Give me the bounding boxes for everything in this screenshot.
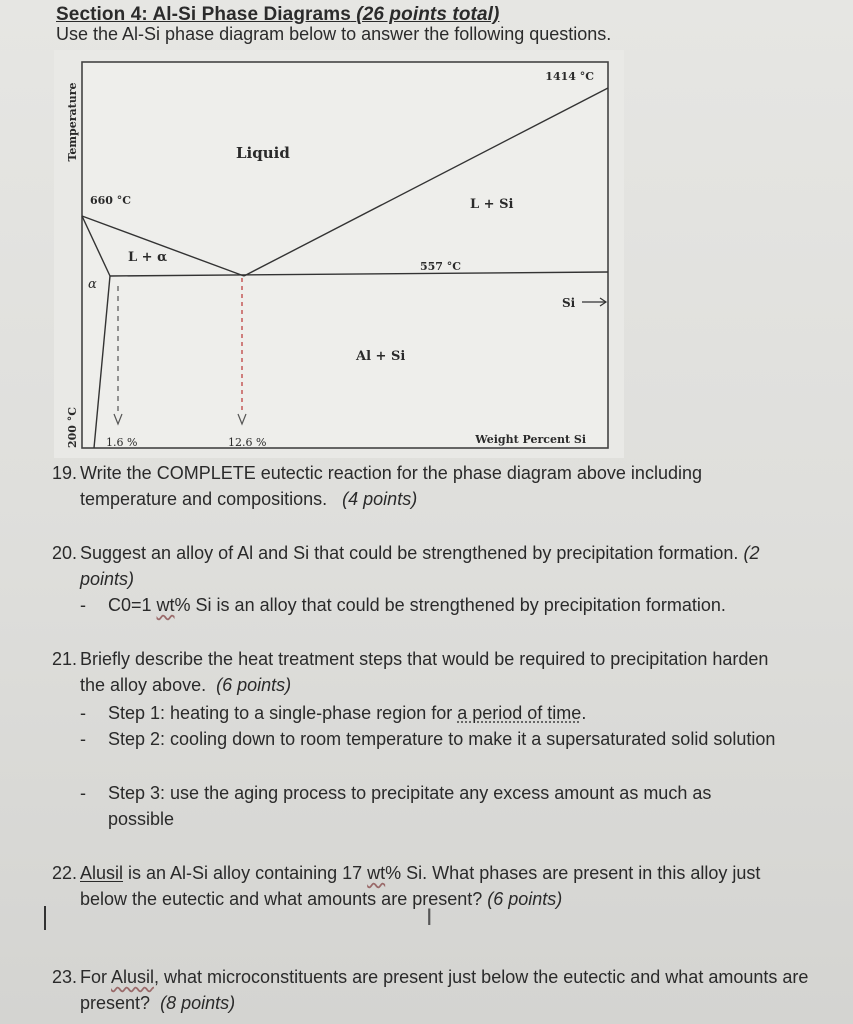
spellcheck-word: wt xyxy=(156,595,175,615)
section-intro: Use the Al-Si phase diagram below to answer the following questions. xyxy=(56,24,612,44)
answer-text: Step 1: heating to a single-phase region for xyxy=(108,703,458,723)
ibeam-cursor-icon: I xyxy=(426,906,433,931)
eutectic-temp-label: 557 °C xyxy=(420,260,462,273)
section-title: Section 4: Al-Si Phase Diagrams (26 points total) xyxy=(56,4,500,25)
question-points: (6 points) xyxy=(216,675,292,695)
question-21 xyxy=(52,646,792,698)
y-axis-label: Temperature xyxy=(66,82,79,162)
answer-text: % Si is an alloy that could be strengthened by precipitation formation. xyxy=(174,595,726,615)
question-text: Briefly describe the heat treatment steps that would be required to precipitation harden the alloy above. xyxy=(80,649,769,695)
answer-text: Step 3: use the aging process to precipitate any excess amount as much as possible xyxy=(108,783,712,829)
question-points: (8 points) xyxy=(160,993,236,1013)
top-temp-label: 1414 °C xyxy=(545,70,594,83)
question-points: (4 points) xyxy=(342,489,418,509)
bullet-dash: - xyxy=(80,729,86,749)
question-points: (6 points) xyxy=(487,889,563,909)
question-19 xyxy=(52,460,792,512)
grammar-mark: a period of time xyxy=(457,703,582,723)
question-20 xyxy=(52,540,812,592)
answer-20[interactable] xyxy=(80,592,820,618)
text-cursor xyxy=(44,906,46,930)
phase-diagram-svg xyxy=(54,50,624,458)
question-text: , what microconstituents are present just below the eutectic and what amounts are present? xyxy=(80,967,809,1013)
spellcheck-word: wt xyxy=(367,863,386,883)
question-number: 22. xyxy=(52,863,78,883)
question-number: 21. xyxy=(52,649,78,669)
question-23 xyxy=(52,964,812,1016)
answer-21-step-1[interactable] xyxy=(80,700,780,726)
region-al-si: Al + Si xyxy=(356,349,406,364)
bullet-dash: - xyxy=(80,783,86,803)
question-points: (2 points) xyxy=(80,543,760,589)
answer-text: Step 2: cooling down to room temperature to make it a supersaturated solid solution xyxy=(108,729,776,749)
question-text: is an Al-Si alloy containing 17 xyxy=(123,863,368,883)
region-l-alpha: L + α xyxy=(128,250,168,265)
bullet-dash: - xyxy=(80,703,86,723)
question-text: Write the COMPLETE eutectic reaction for the phase diagram above including temperature and compositions. xyxy=(80,463,702,509)
alusil-word: Alusil xyxy=(80,863,124,883)
question-text: For xyxy=(80,967,112,987)
question-text: Suggest an alloy of Al and Si that could be strengthened by precipitation formation. xyxy=(80,543,739,563)
region-l-si: L + Si xyxy=(470,197,514,212)
region-alpha: α xyxy=(88,277,97,292)
answer-21-step-2[interactable] xyxy=(80,726,780,752)
comp-alpha-label: 1.6 % xyxy=(106,436,138,449)
question-number: 19. xyxy=(52,463,78,483)
spellcheck-word: Alusil xyxy=(111,967,155,987)
phase-diagram xyxy=(54,50,624,458)
question-number: 20. xyxy=(52,543,78,563)
answer-text: . xyxy=(581,703,587,723)
answer-text: C0=1 xyxy=(108,595,157,615)
answer-21-step-3[interactable] xyxy=(80,780,780,832)
bullet-dash: - xyxy=(80,595,86,615)
comp-eutectic-label: 12.6 % xyxy=(228,436,267,449)
question-number: 23. xyxy=(52,967,78,987)
region-liquid: Liquid xyxy=(236,144,290,162)
x-axis-label: Weight Percent Si xyxy=(475,433,586,446)
section-points: (26 points total) xyxy=(356,4,500,25)
melt-al-label: 660 °C xyxy=(90,194,132,207)
si-arrow-label: Si xyxy=(562,296,576,310)
question-text: % Si. What phases are present in this alloy just below the eutectic and what amounts are present? xyxy=(80,863,761,909)
question-22 xyxy=(52,860,812,912)
bottom-temp-label: 200 °C xyxy=(66,406,79,448)
